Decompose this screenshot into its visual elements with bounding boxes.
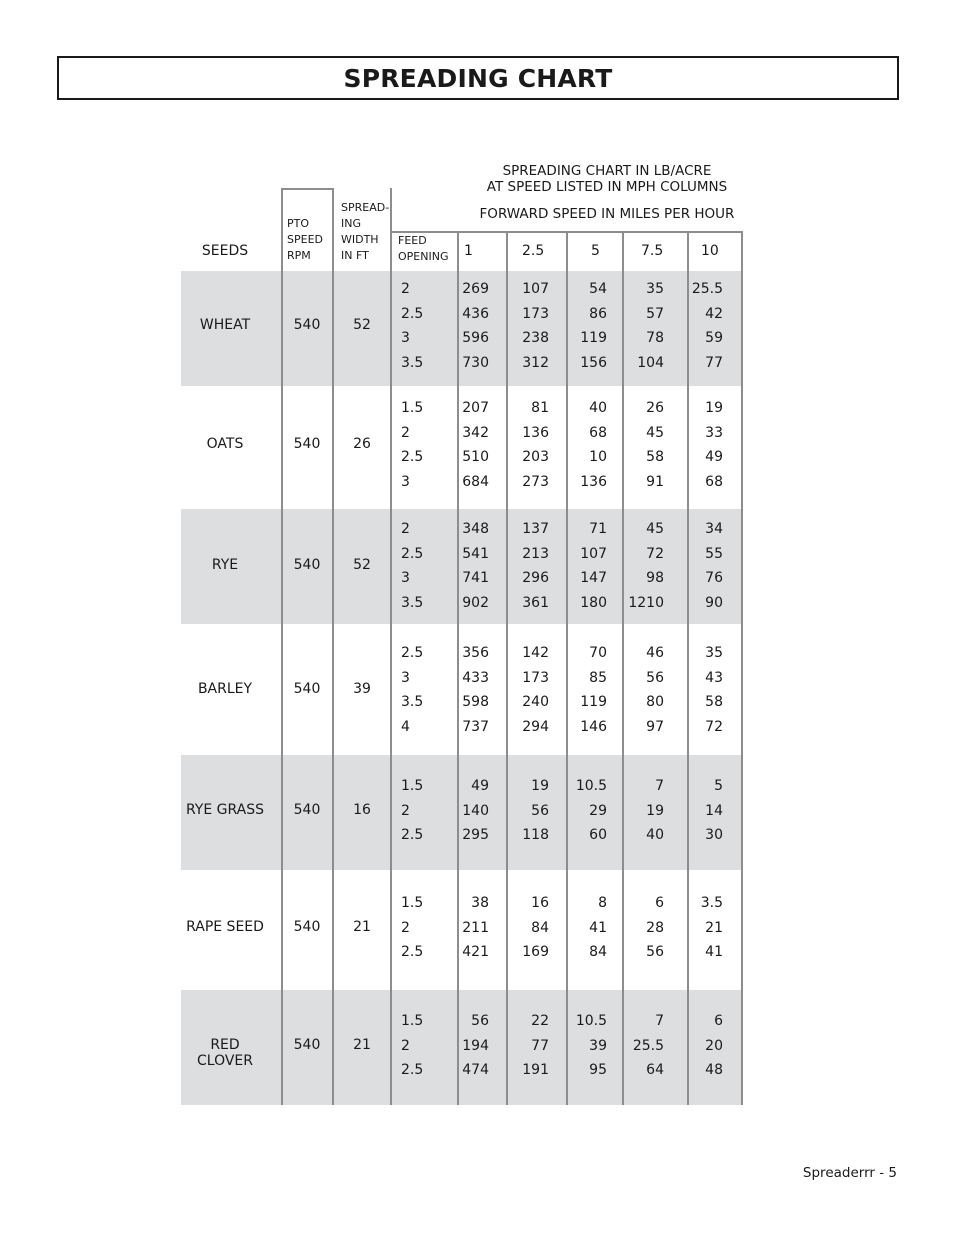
feed-opening-value: 2.5 <box>401 944 424 961</box>
rate-value: 40 <box>646 827 664 844</box>
feed-opening-value: 2.5 <box>401 545 424 562</box>
rate-value: 684 <box>462 473 489 490</box>
seeds-column-header: SEEDS <box>201 243 249 259</box>
feed-opening-values <box>401 774 423 848</box>
rate-value: 68 <box>589 424 607 441</box>
rate-value: 213 <box>522 545 549 562</box>
speed-7-5-values <box>625 1009 664 1083</box>
rate-value: 474 <box>462 1062 489 1079</box>
feed-opening-values <box>401 891 423 965</box>
feed-opening-value: 2.5 <box>401 305 424 322</box>
speed-10-values <box>689 774 723 848</box>
speed-5-values <box>568 396 607 494</box>
width-header-line: SPREAD- <box>341 201 390 214</box>
rate-value: 269 <box>462 281 489 297</box>
feed-opening-value: 2 <box>401 919 410 936</box>
pto-speed-value: 540 <box>293 801 321 818</box>
page-footer: Spreaderrr - 5 <box>802 1165 897 1181</box>
rate-value: 1210 <box>628 594 664 611</box>
rate-value: 137 <box>522 521 549 537</box>
seed-name-barley: BARLEY <box>197 681 253 698</box>
feed-opening-value: 1.5 <box>401 778 424 794</box>
rate-value: 56 <box>531 802 549 819</box>
rate-value: 85 <box>589 669 607 686</box>
rate-value: 40 <box>589 400 607 416</box>
feed-opening-value: 3.5 <box>401 694 424 711</box>
rate-value: 598 <box>462 694 489 711</box>
feed-opening-value: 4 <box>401 718 410 735</box>
rate-value: 730 <box>462 354 489 371</box>
rate-value: 194 <box>462 1037 489 1054</box>
rate-value: 146 <box>580 718 607 735</box>
rate-value: 19 <box>531 778 549 794</box>
feed-opening-values <box>401 277 423 375</box>
pto-header-line: SPEED <box>287 233 323 246</box>
column-divider <box>390 188 392 1105</box>
rate-value: 541 <box>462 545 489 562</box>
feed-opening-value: 2.5 <box>401 645 424 661</box>
speed-2-5-values <box>510 774 549 848</box>
pto-header-line: RPM <box>287 249 311 262</box>
speed-2-5-values <box>510 641 549 739</box>
speed-10-values <box>689 891 723 965</box>
speed-2-5-values <box>510 396 549 494</box>
speed-10-values <box>689 641 723 739</box>
rate-value: 41 <box>589 919 607 936</box>
speed-5-values <box>568 277 607 375</box>
column-divider <box>622 231 624 1105</box>
rate-value: 356 <box>462 645 489 661</box>
feed-opening-values <box>401 396 423 494</box>
rate-value: 312 <box>522 354 549 371</box>
pto-speed-value: 540 <box>293 317 321 334</box>
rate-value: 433 <box>462 669 489 686</box>
rate-value: 84 <box>589 944 607 961</box>
rate-value: 240 <box>522 694 549 711</box>
pto-speed-value: 540 <box>293 436 321 453</box>
rate-value: 14 <box>705 802 723 819</box>
rate-value: 118 <box>522 827 549 844</box>
rate-value: 77 <box>705 354 723 371</box>
speed-5-values <box>568 517 607 615</box>
feed-opening-value: 2.5 <box>401 449 424 466</box>
rate-value: 737 <box>462 718 489 735</box>
rate-value: 39 <box>589 1037 607 1054</box>
pto-speed-header <box>287 216 323 264</box>
rate-value: 119 <box>580 330 607 347</box>
feed-opening-value: 3.5 <box>401 594 424 611</box>
rate-value: 72 <box>705 718 723 735</box>
spreading-width-value: 52 <box>353 557 371 574</box>
forward-speed-heading: FORWARD SPEED IN MILES PER HOUR <box>479 206 735 222</box>
rate-value: 6 <box>655 895 664 911</box>
rate-value: 70 <box>589 645 607 661</box>
rate-value: 56 <box>646 944 664 961</box>
rate-value: 26 <box>646 400 664 416</box>
rate-value: 10 <box>589 449 607 466</box>
speed-header-7-5: 7.5 <box>641 243 664 259</box>
rate-value: 3.5 <box>700 895 723 911</box>
rate-value: 64 <box>646 1062 664 1079</box>
rate-value: 48 <box>705 1062 723 1079</box>
rate-value: 7 <box>655 1013 664 1029</box>
spreading-width-value: 21 <box>353 1036 371 1053</box>
rate-value: 46 <box>646 645 664 661</box>
rate-value: 78 <box>646 330 664 347</box>
speed-2-5-values <box>510 517 549 615</box>
rate-value: 6 <box>714 1013 723 1029</box>
rate-value: 29 <box>589 802 607 819</box>
speed-10-values <box>689 517 723 615</box>
rate-value: 902 <box>462 594 489 611</box>
rate-value: 97 <box>646 718 664 735</box>
seed-name-red-clover: RED CLOVER <box>197 1036 253 1069</box>
rate-value: 140 <box>462 802 489 819</box>
rate-value: 49 <box>705 449 723 466</box>
rate-value: 28 <box>646 919 664 936</box>
rate-value: 43 <box>705 669 723 686</box>
rate-value: 45 <box>646 521 664 537</box>
speed-5-values <box>568 641 607 739</box>
rate-value: 361 <box>522 594 549 611</box>
rate-value: 22 <box>531 1013 549 1029</box>
speed-1-values <box>459 641 489 739</box>
rate-value: 156 <box>580 354 607 371</box>
seed-name-rye: RYE <box>211 557 239 574</box>
rate-value: 119 <box>580 694 607 711</box>
header-top-rule <box>281 188 334 190</box>
rate-value: 25.5 <box>632 1037 664 1054</box>
feed-opening-value: 2.5 <box>401 1062 424 1079</box>
speed-1-values <box>459 1009 489 1083</box>
rate-value: 30 <box>705 827 723 844</box>
rate-value: 72 <box>646 545 664 562</box>
speed-7-5-values <box>625 891 664 965</box>
rate-value: 21 <box>705 919 723 936</box>
rate-value: 25.5 <box>691 281 723 297</box>
rate-value: 741 <box>462 570 489 587</box>
rate-value: 35 <box>646 281 664 297</box>
speed-7-5-values <box>625 774 664 848</box>
feed-opening-values <box>401 1009 423 1083</box>
rate-value: 342 <box>462 424 489 441</box>
rate-value: 77 <box>531 1037 549 1054</box>
pto-header-line: PTO <box>287 217 310 230</box>
chart-units-line-1: SPREADING CHART IN LB/ACRE <box>502 163 712 179</box>
rate-value: 49 <box>471 778 489 794</box>
rate-value: 136 <box>580 473 607 490</box>
chart-units-line-2: AT SPEED LISTED IN MPH COLUMNS <box>486 179 728 195</box>
feed-opening-value: 2 <box>401 521 410 537</box>
rate-value: 57 <box>646 305 664 322</box>
rate-value: 91 <box>646 473 664 490</box>
rate-value: 76 <box>705 570 723 587</box>
spreading-width-value: 26 <box>353 436 371 453</box>
rate-value: 510 <box>462 449 489 466</box>
speed-1-values <box>459 517 489 615</box>
speed-7-5-values <box>625 517 664 615</box>
speed-2-5-values <box>510 277 549 375</box>
speed-1-values <box>459 891 489 965</box>
rate-value: 203 <box>522 449 549 466</box>
speed-2-5-values <box>510 891 549 965</box>
feed-opening-value: 2 <box>401 1037 410 1054</box>
speed-1-values <box>459 396 489 494</box>
rate-value: 56 <box>471 1013 489 1029</box>
speed-header-2-5: 2.5 <box>522 243 545 259</box>
speed-5-values <box>568 774 607 848</box>
spreading-width-value: 39 <box>353 681 371 698</box>
rate-value: 273 <box>522 473 549 490</box>
speed-10-values <box>689 396 723 494</box>
speed-7-5-values <box>625 641 664 739</box>
rate-value: 421 <box>462 944 489 961</box>
feed-opening-values <box>401 641 423 739</box>
feed-opening-value: 2 <box>401 802 410 819</box>
feed-opening-value: 2 <box>401 281 410 297</box>
spreading-width-value: 21 <box>353 918 371 935</box>
rate-value: 211 <box>462 919 489 936</box>
rate-value: 20 <box>705 1037 723 1054</box>
column-divider <box>741 231 743 1105</box>
rate-value: 107 <box>522 281 549 297</box>
spreading-width-header <box>341 200 389 264</box>
rate-value: 295 <box>462 827 489 844</box>
feed-opening-value: 3 <box>401 330 410 347</box>
rate-value: 84 <box>531 919 549 936</box>
width-header-line: IN FT <box>341 249 369 262</box>
rate-value: 142 <box>522 645 549 661</box>
rate-value: 147 <box>580 570 607 587</box>
rate-value: 95 <box>589 1062 607 1079</box>
rate-value: 19 <box>646 802 664 819</box>
rate-value: 38 <box>471 895 489 911</box>
speed-1-values <box>459 277 489 375</box>
rate-value: 207 <box>462 400 489 416</box>
spreading-width-value: 52 <box>353 317 371 334</box>
speed-2-5-values <box>510 1009 549 1083</box>
rate-value: 10.5 <box>575 778 607 794</box>
rate-value: 33 <box>705 424 723 441</box>
chart-units-heading <box>460 163 754 195</box>
rate-value: 191 <box>522 1062 549 1079</box>
rate-value: 296 <box>522 570 549 587</box>
rate-value: 71 <box>589 521 607 537</box>
rate-value: 68 <box>705 473 723 490</box>
pto-speed-value: 540 <box>293 681 321 698</box>
rate-value: 169 <box>522 944 549 961</box>
feed-opening-value: 3 <box>401 669 410 686</box>
seed-name-rape-seed: RAPE SEED <box>186 918 264 935</box>
width-header-line: WIDTH <box>341 233 379 246</box>
rate-value: 294 <box>522 718 549 735</box>
feed-opening-value: 2.5 <box>401 827 424 844</box>
feed-opening-value: 3 <box>401 473 410 490</box>
speed-5-values <box>568 1009 607 1083</box>
pto-speed-value: 540 <box>293 557 321 574</box>
rate-value: 58 <box>705 694 723 711</box>
seed-name-wheat: WHEAT <box>199 317 251 334</box>
width-header-line: ING <box>341 217 361 230</box>
rate-value: 60 <box>589 827 607 844</box>
speed-1-values <box>459 774 489 848</box>
rate-value: 173 <box>522 305 549 322</box>
speed-10-values <box>689 1009 723 1083</box>
rate-value: 180 <box>580 594 607 611</box>
rate-value: 348 <box>462 521 489 537</box>
rate-value: 41 <box>705 944 723 961</box>
rate-value: 58 <box>646 449 664 466</box>
rate-value: 45 <box>646 424 664 441</box>
rate-value: 34 <box>705 521 723 537</box>
rate-value: 436 <box>462 305 489 322</box>
speed-header-10: 10 <box>701 243 719 259</box>
rate-value: 238 <box>522 330 549 347</box>
seed-name-oats: OATS <box>206 436 244 453</box>
rate-value: 59 <box>705 330 723 347</box>
speed-header-1: 1 <box>464 243 473 259</box>
rate-value: 90 <box>705 594 723 611</box>
rate-value: 8 <box>598 895 607 911</box>
column-divider <box>506 231 508 1105</box>
page-title-box <box>57 56 899 100</box>
rate-value: 55 <box>705 545 723 562</box>
rate-value: 19 <box>705 400 723 416</box>
rate-value: 107 <box>580 545 607 562</box>
speed-7-5-values <box>625 396 664 494</box>
feed-opening-value: 1.5 <box>401 1013 424 1029</box>
seed-name-rye-grass: RYE GRASS <box>185 801 265 818</box>
feed-opening-value: 2 <box>401 424 410 441</box>
rate-value: 5 <box>714 778 723 794</box>
feed-opening-header <box>398 233 448 265</box>
rate-value: 104 <box>637 354 664 371</box>
rate-value: 35 <box>705 645 723 661</box>
speed-5-values <box>568 891 607 965</box>
feed-opening-value: 1.5 <box>401 400 424 416</box>
rate-value: 10.5 <box>575 1013 607 1029</box>
pto-speed-value: 540 <box>293 1036 321 1053</box>
speed-7-5-values <box>625 277 664 375</box>
rate-value: 98 <box>646 570 664 587</box>
feed-opening-value: 1.5 <box>401 895 424 911</box>
feed-header-line: OPENING <box>398 250 449 263</box>
rate-value: 596 <box>462 330 489 347</box>
rate-value: 54 <box>589 281 607 297</box>
rate-value: 173 <box>522 669 549 686</box>
feed-opening-values <box>401 517 423 615</box>
feed-opening-value: 3 <box>401 570 410 587</box>
rate-value: 7 <box>655 778 664 794</box>
page-title: SPREADING CHART <box>343 63 613 93</box>
spreading-width-value: 16 <box>353 801 371 818</box>
pto-speed-value: 540 <box>293 918 321 935</box>
rate-value: 42 <box>705 305 723 322</box>
rate-value: 86 <box>589 305 607 322</box>
feed-opening-value: 3.5 <box>401 354 424 371</box>
speed-header-5: 5 <box>591 243 600 259</box>
rate-value: 136 <box>522 424 549 441</box>
rate-value: 16 <box>531 895 549 911</box>
rate-value: 81 <box>531 400 549 416</box>
rate-value: 56 <box>646 669 664 686</box>
speed-10-values <box>689 277 723 375</box>
rate-value: 80 <box>646 694 664 711</box>
feed-header-line: FEED <box>398 234 427 247</box>
